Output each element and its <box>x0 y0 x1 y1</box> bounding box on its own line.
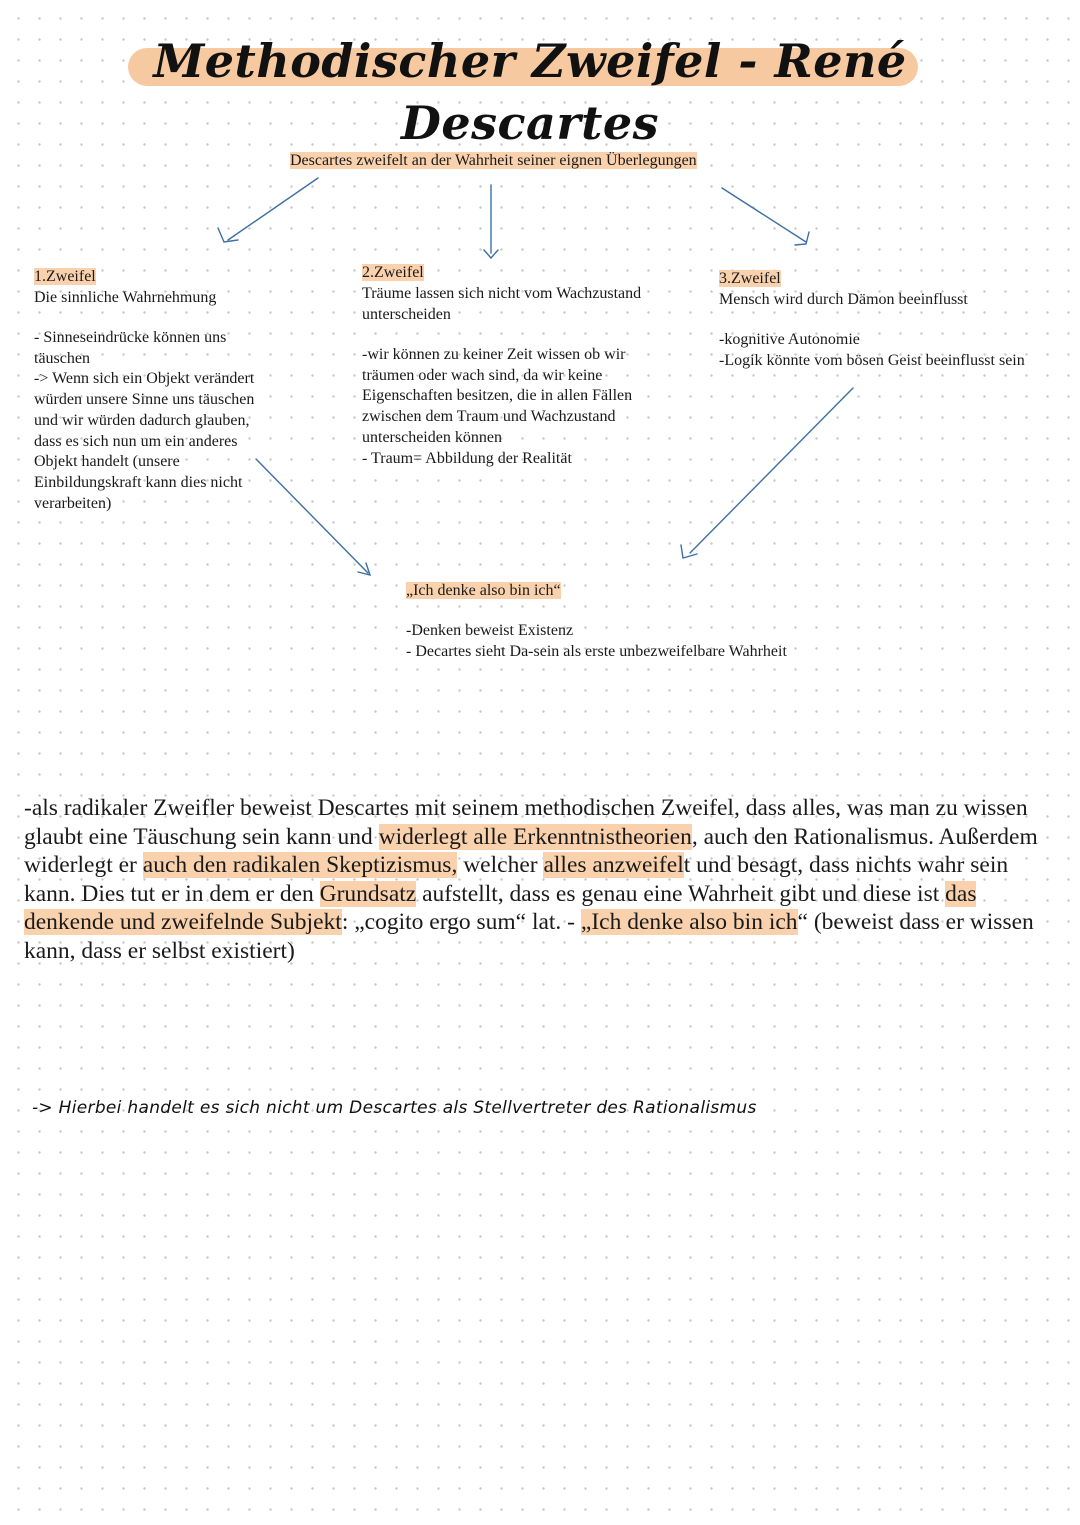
paragraph-highlight: widerlegt alle Erkenntnistheorien <box>378 823 692 850</box>
doubt2-block <box>362 262 692 469</box>
doubt2-heading: Träume lassen sich nicht vom Wachzustand <box>362 285 642 302</box>
paragraph-highlight: auch den radikalen Skeptizismus, <box>142 852 458 878</box>
paragraph-text: aufstellt, dass es genau eine Wahrheit gibt und diese ist <box>416 880 946 907</box>
doubt2-line: -wir können zu keiner Zeit wissen ob wir <box>362 346 626 363</box>
doubt1-line: Objekt handelt (unsere <box>34 453 180 471</box>
arrow-to-doubt1 <box>228 178 318 240</box>
intro-text: Descartes zweifelt an der Wahrheit seiner eignen Überlegungen <box>290 152 697 169</box>
paragraph-text: , auch den Rationalismus. Außerdem widerlegt er <box>24 823 1038 878</box>
paragraph-text: -als radikaler Zweifler beweist Descartes mit seinem methodischen Zweifel, dass alles, was man zu wissen glaubt eine Täuschung sein kann und <box>24 795 1028 850</box>
doubt1-line: verarbeiten) <box>34 494 112 512</box>
paragraph-highlight: das denkende und zweifelnde Subjekt <box>24 880 977 935</box>
doubt1-heading: Die sinnliche Wahrnehmung <box>34 289 217 306</box>
doubt2-label: 2.Zweifel <box>362 264 424 281</box>
doubt2-line: Eigenschaften besitzen, die in allen Fällen <box>362 387 633 405</box>
conclusion-quote: „Ich denke also bin ich“ <box>406 582 561 599</box>
paragraph-text: : „cogito ergo sum“ lat. - <box>341 909 581 935</box>
doubt1-label: 1.Zweifel <box>34 268 96 285</box>
doubt1-line: würden unsere Sinne uns täuschen <box>34 391 255 409</box>
arrow-to-doubt3-head <box>795 232 809 245</box>
doubt1-line: Einbildungskraft kann dies nicht <box>34 473 243 491</box>
doubt3-block <box>719 268 1069 371</box>
page-title: Methodischer Zweifel - René Descartes <box>153 34 907 150</box>
paragraph-highlight: alles anzweifel <box>543 852 684 878</box>
doubt2-line: träumen oder wach sind, da wir keine <box>362 366 603 384</box>
doubt2-line: unterscheiden können <box>362 428 502 446</box>
doubt3-line: -Logik könnte vom bösen Geist beeinflusst sein <box>719 351 1025 369</box>
doubt1-line: dass es sich nun um ein anderes <box>34 432 238 450</box>
doubt2-heading: unterscheiden <box>362 306 451 323</box>
summary-paragraph <box>24 794 1054 965</box>
paragraph-text: welcher <box>457 852 544 878</box>
doubt1-block <box>34 266 294 514</box>
paragraph-highlight: Grundsatz <box>319 880 417 907</box>
conclusion-line: -Denken beweist Existenz <box>406 622 574 639</box>
arrow-doubt3-to-conclusion <box>690 388 853 553</box>
doubt1-line: -> Wenn sich ein Objekt verändert <box>34 370 255 388</box>
doubt3-heading: Mensch wird durch Dämon beeinflusst <box>719 291 968 308</box>
paragraph-highlight: „Ich denke also bin ich <box>580 909 798 935</box>
handwritten-note: -> Hierbei handelt es sich nicht um Descartes als Stellvertreter des Rationalismus <box>32 1098 757 1118</box>
doubt1-line: und wir würden dadurch glauben, <box>34 411 250 429</box>
paragraph-text: t und besagt, dass nichts wahr sein kann. Dies tut er in dem er den <box>24 852 1009 907</box>
doubt1-line: täuschen <box>34 349 90 367</box>
paragraph-text: “ (beweist dass er wissen kann, dass er selbst existiert) <box>24 909 1034 964</box>
doubt2-line: zwischen dem Traum und Wachzustand <box>362 408 616 426</box>
doubt1-line: - Sinneseindrücke können uns <box>34 329 227 346</box>
arrow-doubt3-to-conclusion-head <box>681 545 697 558</box>
arrow-to-doubt3 <box>722 188 806 242</box>
conclusion-block <box>406 580 906 662</box>
doubt3-label: 3.Zweifel <box>719 270 781 287</box>
doubt3-line: -kognitive Autonomie <box>719 331 860 348</box>
conclusion-line: - Decartes sieht Da-sein als erste unbezweifelbare Wahrheit <box>406 642 787 660</box>
doubt2-line: - Traum= Abbildung der Realität <box>362 449 572 467</box>
